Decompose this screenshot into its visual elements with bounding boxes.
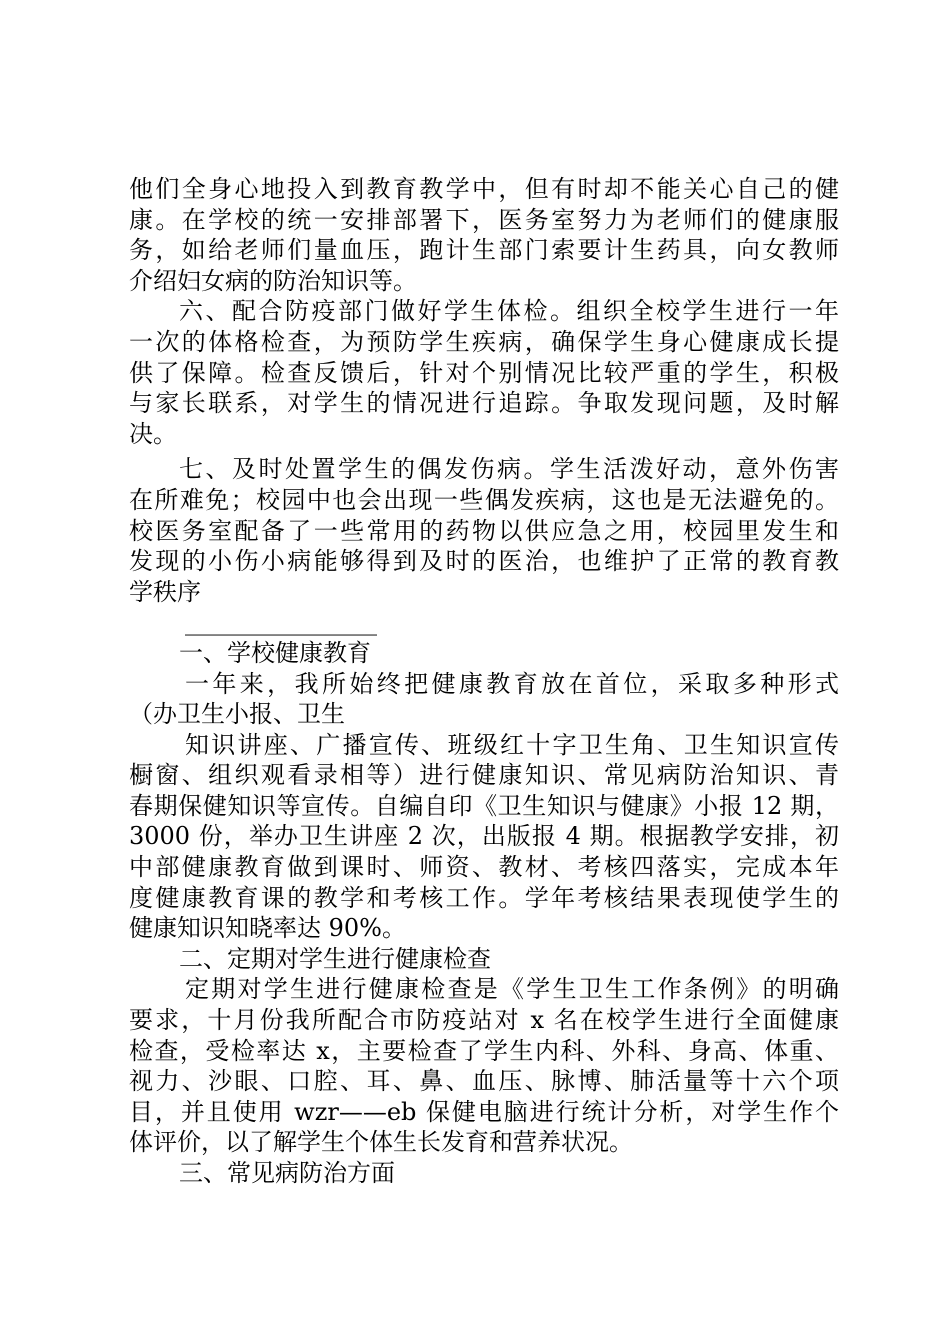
text-line: 供了保障。检查反馈后，针对个别情况比较严重的学生，积极 — [129, 358, 839, 387]
text-line: 决。 — [129, 419, 177, 448]
text-line: 要求，十月份我所配合市防疫站对 x 名在校学生进行全面健康 — [129, 1006, 839, 1035]
text-line: 学秩序 — [129, 577, 201, 606]
document-body — [129, 174, 839, 1189]
text-line: 校医务室配备了一些常用的药物以供应急之用，校园里发生和 — [129, 516, 839, 545]
text-line: 康。在学校的统一安排部署下，医务室努力为老师们的健康服 — [129, 205, 839, 234]
text-line: 一次的体格检查，为预防学生疾病，确保学生身心健康成长提 — [129, 327, 839, 356]
text-line: 务，如给老师们量血压，跑计生部门索要计生药具，向女教师 — [129, 236, 839, 265]
text-line: 视力、沙眼、口腔、耳、鼻、血压、脉博、肺活量等十六个项 — [129, 1067, 839, 1096]
text-line: 检查，受检率达 x，主要检查了学生内科、外科、身高、体重、 — [129, 1036, 839, 1065]
section-heading-seven: 七、及时处置学生的偶发伤病。学生活泼好动，意外伤害 — [179, 455, 839, 484]
text-line: 中部健康教育做到课时、师资、教材、考核四落实，完成本年 — [129, 853, 839, 882]
text-line: （办卫生小报、卫生 — [129, 700, 345, 729]
text-line: 春期保健知识等宣传。自编自印《卫生知识与健康》小报 12 期， — [129, 791, 839, 820]
text-line: 与家长联系，对学生的情况进行追踪。争取发现问题，及时解 — [129, 389, 839, 418]
text-line: 3000 份，举办卫生讲座 2 次，出版报 4 期。根据教学安排，初 — [129, 822, 839, 851]
text-line: 他们全身心地投入到教育教学中，但有时却不能关心自己的健 — [129, 175, 839, 203]
text-line: 目，并且使用 wzr——eb 保健电脑进行统计分析，对学生作个 — [129, 1097, 839, 1126]
text-line: 发现的小伤小病能够得到及时的医治，也维护了正常的教育教 — [129, 547, 839, 576]
text-line: 知识讲座、广播宣传、班级红十字卫生角、卫生知识宣传 — [185, 730, 839, 759]
text-line: 度健康教育课的教学和考核工作。学年考核结果表现使学生的 — [129, 883, 839, 912]
text-line: 健康知识知晓率达 90%。 — [129, 914, 406, 943]
text-line: 介绍妇女病的防治知识等。 — [129, 266, 417, 295]
separator-rule: ________________ — [185, 608, 377, 637]
text-line: 定期对学生进行健康检查是《学生卫生工作条例》的明确 — [185, 975, 839, 1004]
section-heading-two: 二、定期对学生进行健康检查 — [179, 944, 491, 973]
text-line: 体评价，以了解学生个体生长发育和营养状况。 — [129, 1128, 633, 1157]
section-heading-six: 六、配合防疫部门做好学生体检。组织全校学生进行一年 — [179, 297, 839, 326]
text-line: 一年来，我所始终把健康教育放在首位，采取多种形式 — [185, 669, 839, 698]
section-heading-three: 三、常见病防治方面 — [179, 1159, 395, 1187]
text-line: 橱窗、组织观看录相等）进行健康知识、常见病防治知识、青 — [129, 761, 839, 790]
text-line: 在所难免；校园中也会出现一些偶发疾病，这也是无法避免的。 — [129, 485, 839, 514]
section-heading-one: 一、学校健康教育 — [179, 638, 371, 667]
